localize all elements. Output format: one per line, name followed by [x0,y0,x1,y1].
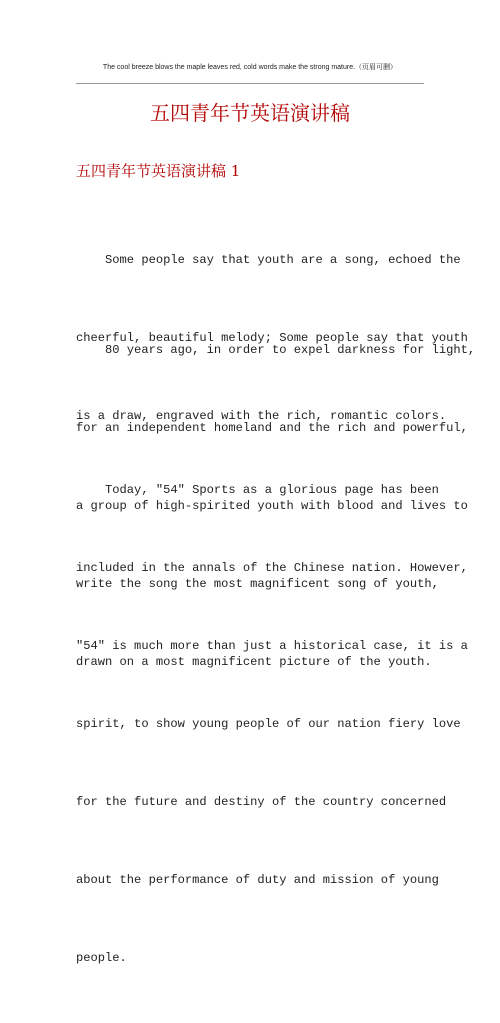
paragraph-line: cheerful, beautiful melody; Some people say that youth [76,331,468,345]
paragraph-line: 80 years ago, in order to expel darkness for light, [76,343,476,357]
header-divider [76,83,424,84]
paragraph-line: for an independent homeland and the rich and powerful, [76,421,468,435]
paragraph-line: included in the annals of the Chinese nation. However, [76,561,468,575]
paragraph-line: Some people say that youth are a song, echoed the [76,253,461,267]
running-header: The cool breeze blows the maple leaves red, cold words make the strong mature.（页眉可删） [102,64,398,71]
paragraph-line: a group of high-spirited youth with blood and lives to [76,499,468,513]
paragraph-line: drawn on a most magnificent picture of the youth. [76,655,432,669]
paragraph-line: Today, "54" Sports as a glorious page has been [76,483,439,497]
document-title: 五四青年节英语演讲稿 [150,101,350,125]
paragraph-3 [76,425,468,1023]
paragraph-line: about the performance of duty and mission of young [76,873,439,887]
paragraph-line: write the song the most magnificent song of youth, [76,577,439,591]
paragraph-line: people. [76,951,127,965]
paragraph-line: is a draw, engraved with the rich, romantic colors. [76,409,447,423]
paragraph-line: for the future and destiny of the country concerned [76,795,447,809]
paragraph-line: "54" is much more than just a historical case, it is a [76,639,468,653]
paragraph-line: spirit, to show young people of our nation fiery love [76,717,461,731]
section-heading: 五四青年节英语演讲稿 1 [76,162,241,180]
